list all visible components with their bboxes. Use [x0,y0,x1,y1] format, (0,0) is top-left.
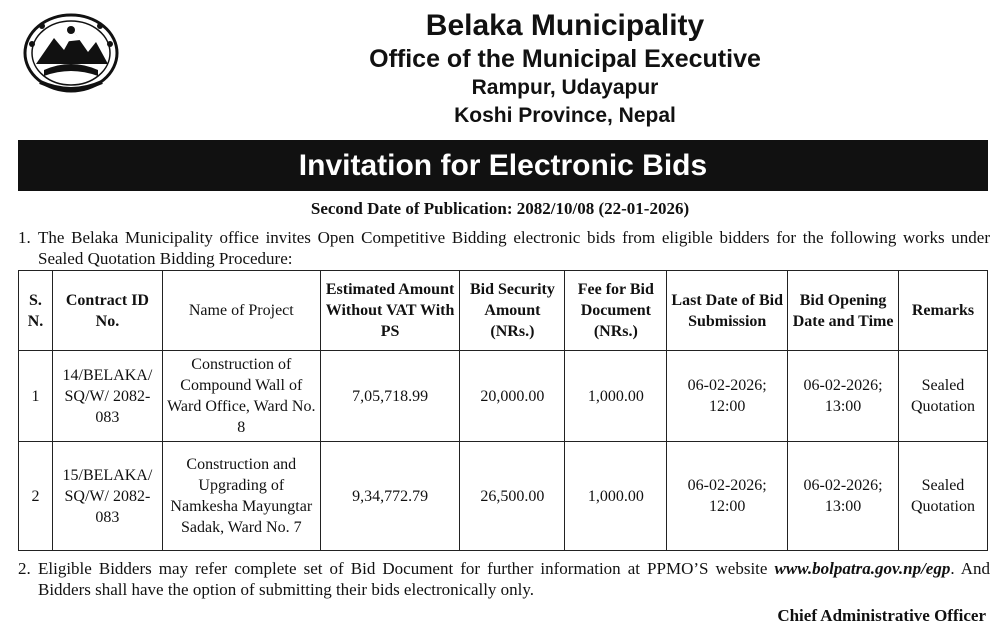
cell-contract-id: 15/BELAKA/ SQ/W/ 2082-083 [52,442,162,551]
municipal-emblem [22,12,120,94]
header-sn: S. N. [19,271,53,351]
banner-title: Invitation for Electronic Bids [298,148,708,182]
publication-date: Second Date of Publication: 2082/10/08 (22-01-2026) [310,199,690,218]
header-project-name: Name of Project [162,271,320,351]
cell-project-name: Construction of Compound Wall of Ward Office, Ward No. 8 [162,351,320,442]
cell-last-date: 06-02-2026; 12:00 [667,442,788,551]
municipality-title: Belaka Municipality [425,9,705,42]
paragraph-2-number: 2. [18,559,31,578]
header-remarks: Remarks [898,271,987,351]
header-contract-id: Contract ID No. [52,271,162,351]
cell-sn: 2 [19,442,53,551]
cell-document-fee: 1,000.00 [565,351,667,442]
header-bid-security: Bid Security Amount (NRs.) [460,271,565,351]
address-line-2: Koshi Province, Nepal [454,104,676,127]
header-last-date: Last Date of Bid Submission [667,271,788,351]
paragraph-1 [18,227,990,269]
cell-sn: 1 [19,351,53,442]
document-header [150,8,980,130]
cell-project-name: Construction and Upgrading of Namkesha Mayungtar Sadak, Ward No. 7 [162,442,320,551]
cell-last-date: 06-02-2026; 12:00 [667,351,788,442]
cell-opening-date: 06-02-2026; 13:00 [788,442,899,551]
paragraph-2-text-after: . And Bidders shall have the option of submitting their bids electronically only. [38,559,990,599]
paragraph-2 [18,558,990,600]
cell-estimated-amount: 7,05,718.99 [320,351,460,442]
paragraph-1-number: 1. [18,228,31,247]
cell-document-fee: 1,000.00 [565,442,667,551]
cell-remarks: Sealed Quotation [898,442,987,551]
nepal-government-emblem-icon [22,12,120,94]
address-line-1: Rampur, Udayapur [471,76,659,99]
notice-banner [18,140,988,191]
cell-estimated-amount: 9,34,772.79 [320,442,460,551]
cell-bid-security: 26,500.00 [460,442,565,551]
signature-title: Chief Administrative Officer [777,606,986,625]
header-opening-date: Bid Opening Date and Time [788,271,899,351]
paragraph-2-text-before: Eligible Bidders may refer complete set of Bid Document for further information at PPMO’S website [38,559,775,578]
paragraph-2-text [18,558,990,600]
paragraph-1-text: The Belaka Municipality office invites Open Competitive Bidding electronic bids from eligible bidders for the following works under Sealed Quotation Bidding Procedure: [38,228,990,268]
table-row [19,442,988,551]
bids-table [18,270,988,551]
header-document-fee: Fee for Bid Document (NRs.) [565,271,667,351]
table-header-row [19,271,988,351]
header-estimated-amount: Estimated Amount Without VAT With PS [320,271,460,351]
table-row [19,351,988,442]
cell-bid-security: 20,000.00 [460,351,565,442]
cell-opening-date: 06-02-2026; 13:00 [788,351,899,442]
ppmo-website-link[interactable]: www.bolpatra.gov.np/egp [774,559,951,578]
cell-remarks: Sealed Quotation [898,351,987,442]
cell-contract-id: 14/BELAKA/ SQ/W/ 2082-083 [52,351,162,442]
office-title: Office of the Municipal Executive [369,45,761,73]
